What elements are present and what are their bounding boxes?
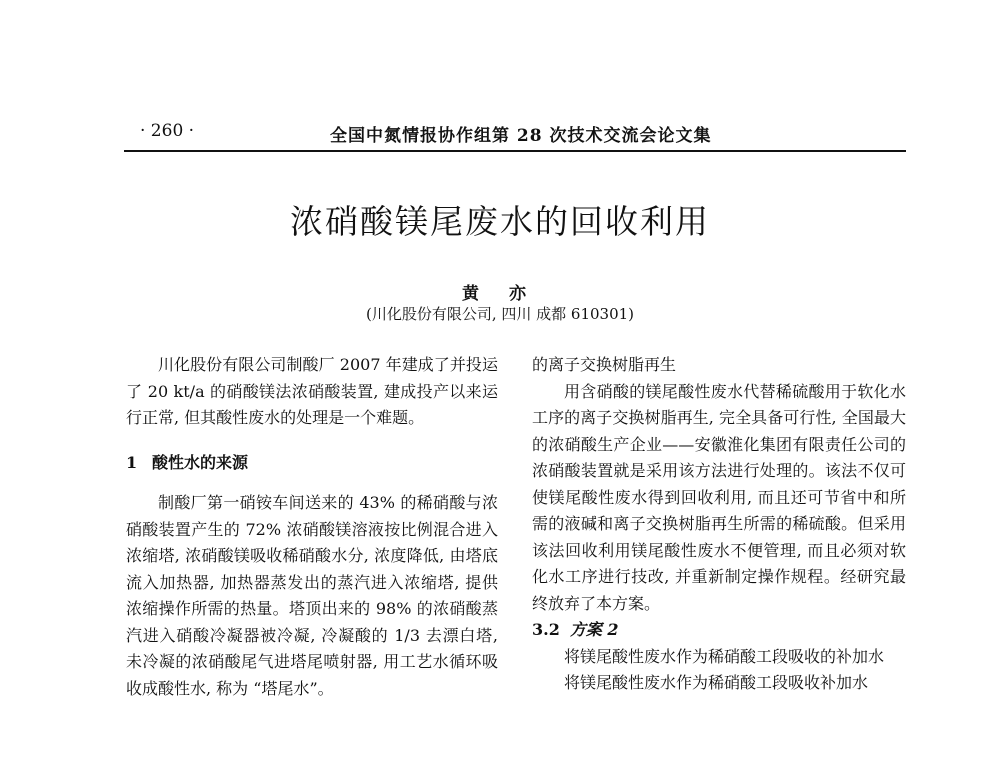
right-column [532,352,906,697]
scheme-2-paragraph-continued: 将镁尾酸性废水作为稀硝酸工段吸收补加水 [564,673,869,692]
running-head: 全国中氮情报协作组第 28 次技术交流会论文集 [330,126,712,146]
scheme-1-paragraph: 用含硝酸的镁尾酸性废水代替稀硫酸用于软化水工序的离子交换树脂再生, 完全具备可行性, 全国最大的浓硝酸生产企业——安徽淮化集团有限责任公司的浓硝酸装置就是采用该方法进行处理的。该法不仅可使镁尾酸性废水得到回收利用, 而且还可节省中和所需的液碱和离子交换树脂再生所需的稀硫酸。但采用该法回收利用镁尾酸性废水不便管理, 而且必须对软化水工序进行技改, 并重新制定操作规程。经研究最终放弃了本方案。 [532,381,906,613]
section-3-2-number: 3.2 [532,620,560,639]
author: 黄 亦 [462,284,538,304]
section-1-number: 1 [126,452,138,472]
article-title: 浓硝酸镁尾废水的回收利用 [290,202,710,241]
header-rule [124,150,906,152]
section-1-heading [126,450,498,477]
scheme-2-paragraph: 将镁尾酸性废水作为稀硝酸工段吸收的补加水 [564,646,885,666]
section-3-2-heading [532,617,906,644]
left-column [126,352,498,702]
section-1-paragraph: 制酸厂第一硝铵车间送来的 43% 的稀硝酸与浓硝酸装置产生的 72% 浓硝酸镁溶液按比例混合进入浓缩塔, 浓硝酸镁吸收稀硝酸水分, 浓度降低, 由塔底流入加热器, 加热器蒸发出的蒸汽进入浓缩塔, 提供浓缩操作所需的热量。塔顶出来的 98% 的浓硝酸蒸汽进入硝酸冷凝器被冷凝, 冷凝酸的 1/3 去漂白塔, 未冷凝的浓硝酸尾气进塔尾喷射器, 用工艺水循环吸收成酸性水, 称为 “塔尾水”。 [126,493,498,698]
intro-paragraph: 川化股份有限公司制酸厂 2007 年建成了并投运了 20 kt/a 的硝酸镁法浓硝酸装置, 建成投产以来运行正常, 但其酸性废水的处理是一个难题。 [126,355,498,427]
section-1-title: 酸性水的来源 [152,452,249,472]
page-number: · 260 · [140,121,195,141]
continuation-line: 的离子交换树脂再生 [532,355,677,374]
affiliation: (川化股份有限公司, 四川 成都 610301) [365,305,635,323]
section-3-2-title: 方案 2 [569,620,619,639]
